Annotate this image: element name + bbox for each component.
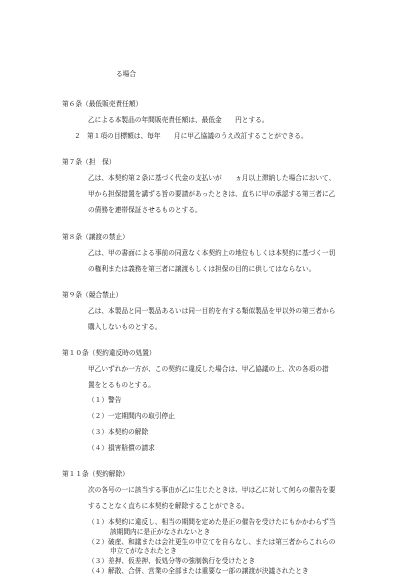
article-10-line: 置をとるものとする。 [88,381,155,389]
article-10-heading: 第１０条（契約違反時の処置） [62,349,156,357]
article-9-line: 乙は、本製品と同一製品あるいは同一目的を有する類似製品を甲以外の第三者から [88,307,336,315]
article-11-item: （４）解散、合併、営業の全部または重要な一部の譲渡が決議されたとき [88,567,309,575]
article-11-item: （１）本契約に違反し、相当の期間を定めた是正の催告を受けたにもかかわらず当 [88,518,336,526]
article-10-item: （４）損害賠償の請求 [88,444,155,452]
article-9-heading: 第９条（競合禁止） [62,291,123,299]
article-10-item: （２）一定期間内の取引停止 [88,412,175,420]
article-6-heading: 第６条（最低販売責任額） [62,100,143,108]
article-9-line: 購入しないものとする。 [88,323,162,331]
article-10-item: （３）本契約の解除 [88,428,149,436]
article-7-line: 乙は、本契約第２条に基づく代金の支払いが ヵ月以上滞納した場合において、 [88,174,336,182]
article-11-item-continuation: 該期間内に是正がなされないとき [110,527,211,536]
article-11-heading: 第１１条（契約解除） [62,470,129,478]
article-6-paragraph-2: 第１項の目標額は、毎年 月に甲乙協議のうえ改訂することができる。 [87,132,308,140]
article-6-paragraph-2-number: ２ [74,132,81,140]
article-7-line: の債務を連帯保証させるものとする。 [88,206,202,214]
article-8-heading: 第８条（譲渡の禁止） [62,233,129,241]
article-10-item: （１）警告 [88,396,122,404]
article-11-line: 次の各号の一に該当する事由が乙に生じたときは、甲は乙に対して何らの催告を要 [88,486,336,494]
article-11-item: （３）差押、仮差押、仮処分等の強制執行を受けたとき [88,557,256,566]
article-8-line: 乙は、甲の書面による事前の同意なく本契約上の地位もしくは本契約に基づく一切 [88,249,336,257]
article-10-line: 甲乙いずれか一方が、この契約に違反した場合は、甲乙協議の上、次の各項の措 [88,365,329,373]
article-11-item-continuation: 申立てがなされたとき [110,547,177,556]
continued-text: る場合 [116,70,137,78]
article-11-item: （２）破産、和議または会社更生の申立てを自らなし、または第三者からこれらの [88,537,336,546]
article-11-line: することなく直ちに本契約を解除することができる。 [88,502,249,510]
article-8-line: の権利または義務を第三者に譲渡もしくは担保の目的に供してはならない。 [88,265,316,273]
article-6-paragraph-1: 乙による本製品の年間販売責任額は、最低金 円とする。 [88,116,269,124]
article-7-heading: 第７条（担 保） [62,158,116,166]
article-7-line: 甲から担保措置を講ずる旨の要請があったときは、直ちに甲の承認する第三者に乙 [88,190,336,198]
